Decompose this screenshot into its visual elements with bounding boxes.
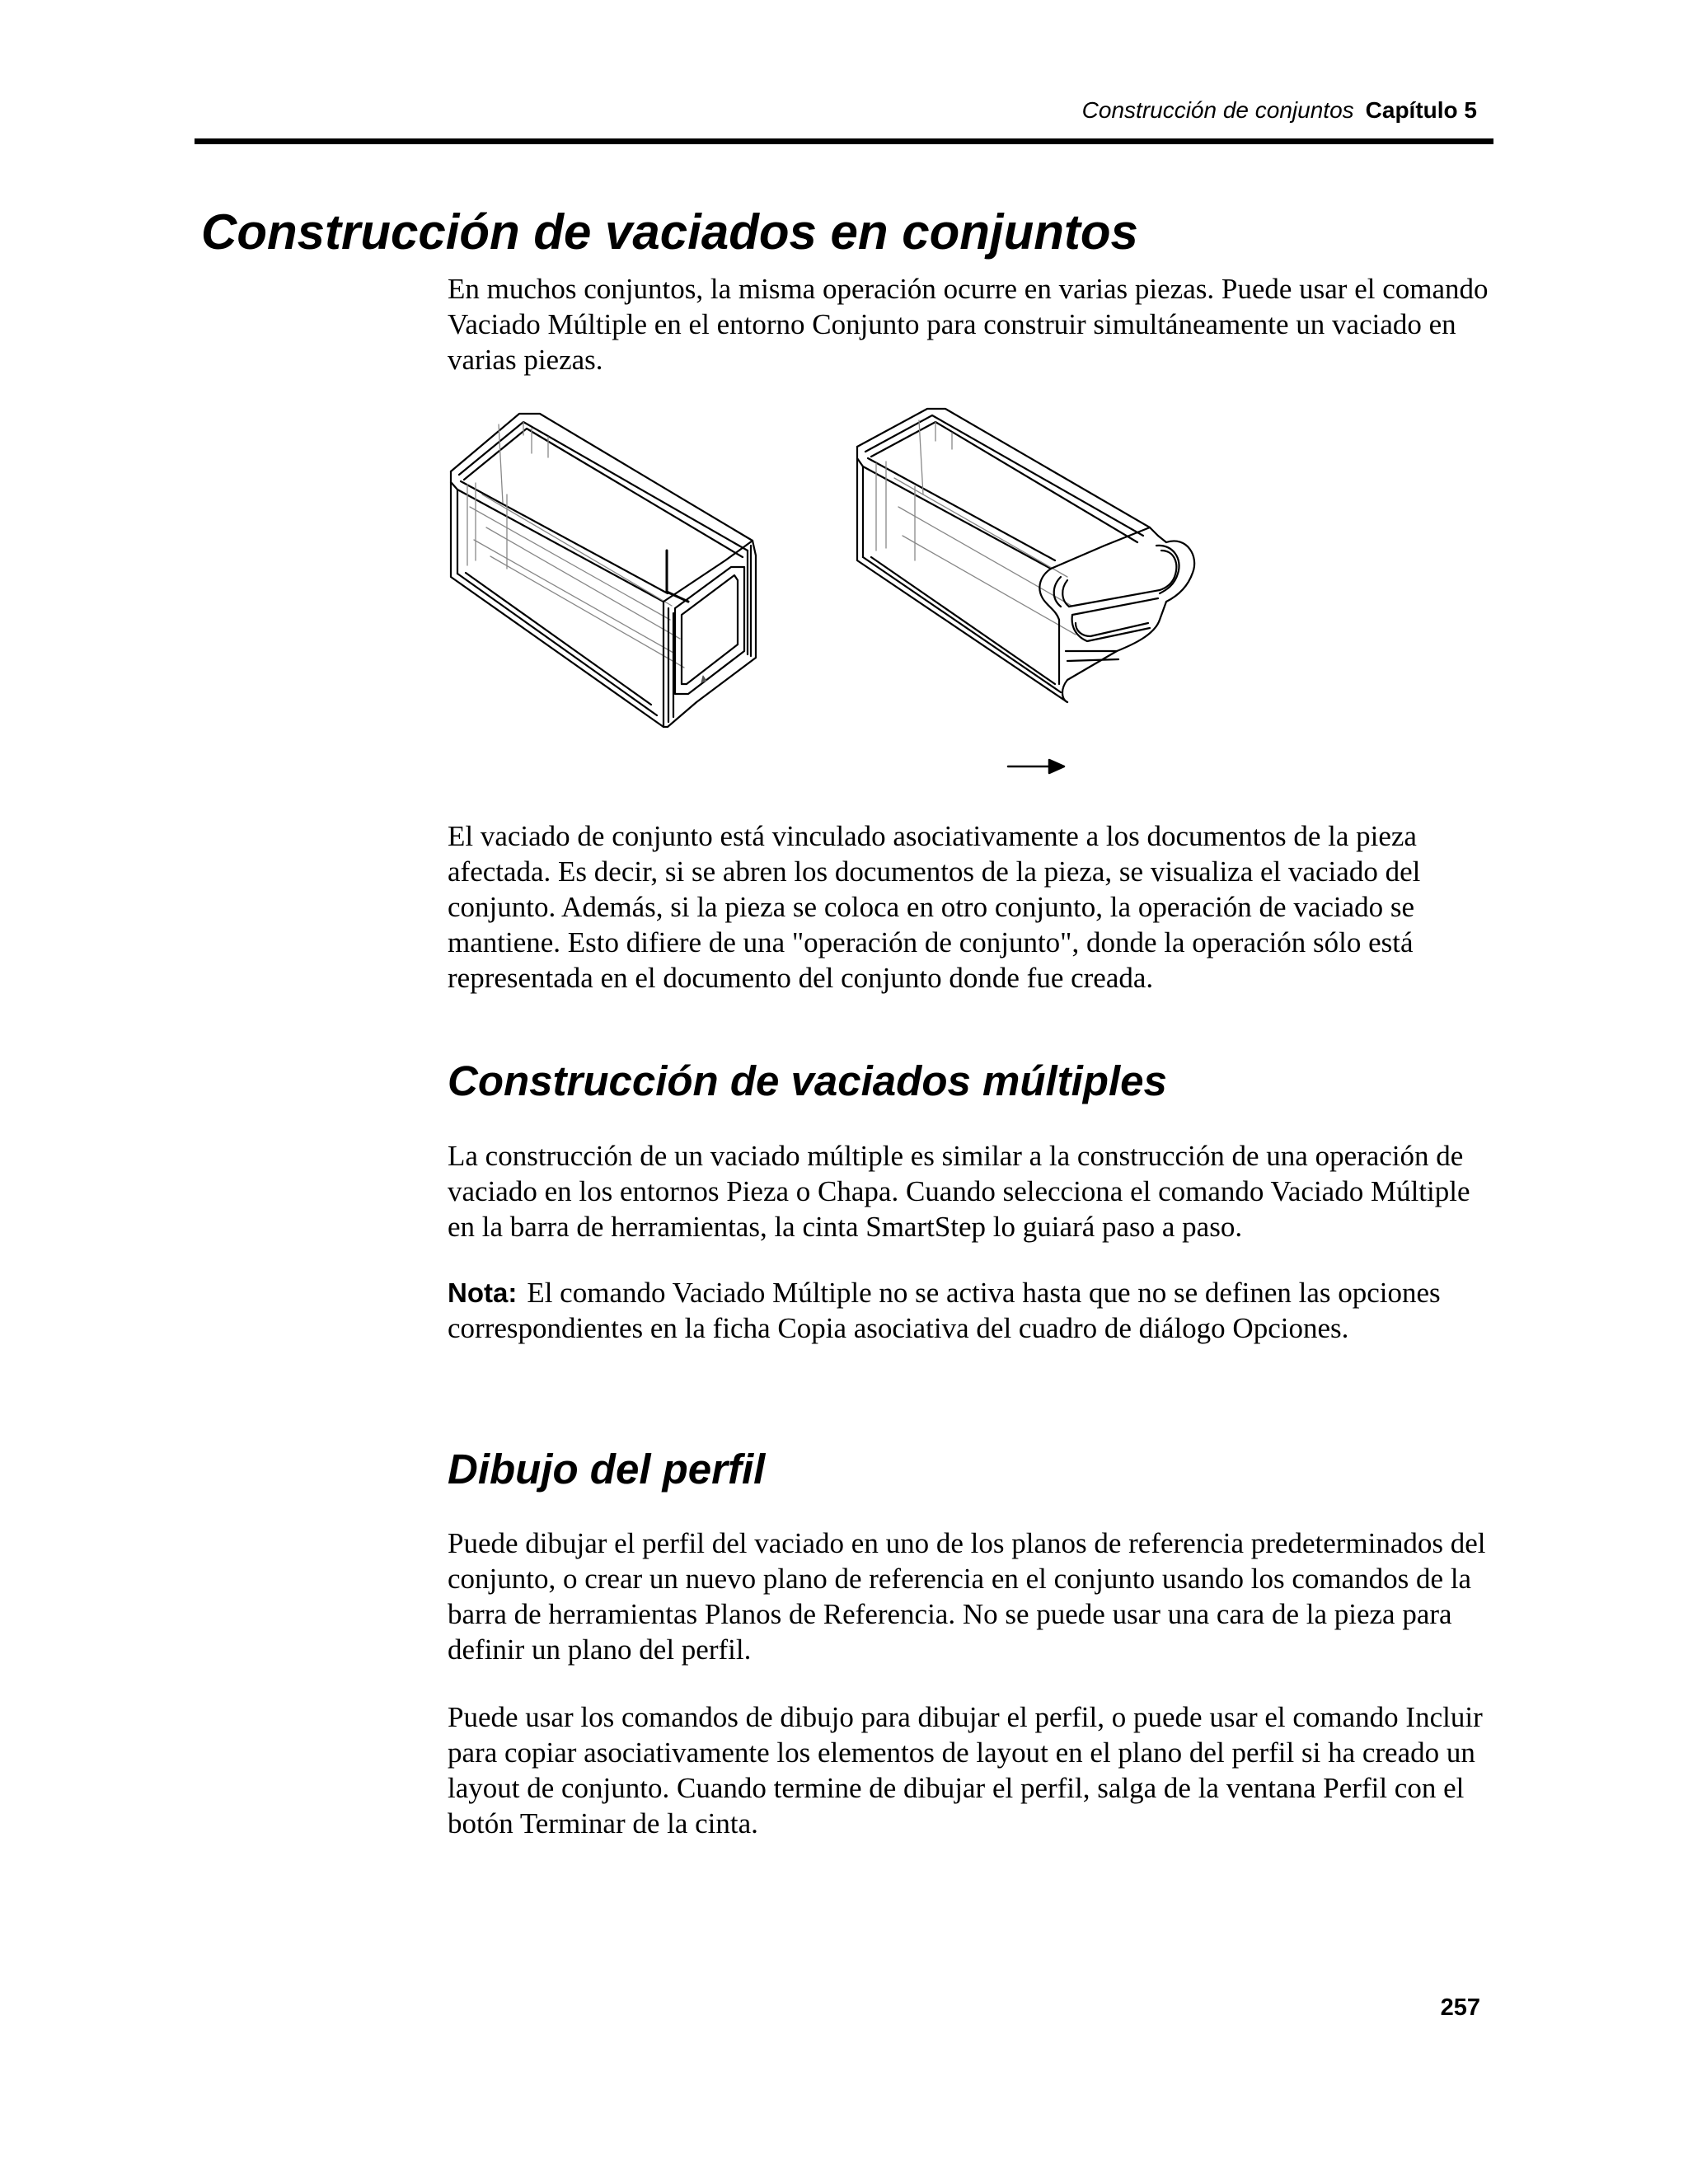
paragraph-profile-1: Puede dibujar el perfil del vaciado en uno de los planos de referencia predeterminados del conjunto, o crear un nuevo plano de referencia en el conjunto usando los comandos de la barra de herramientas Planos de Referencia. No se puede usar una cara de la pieza para definir un plano del perfil. — [448, 1527, 1486, 1666]
left-part — [451, 414, 756, 727]
paragraph-associative: El vaciado de conjunto está vinculado asociativamente a los documentos de la pieza afectada. Es decir, si se abren los documentos de la pieza, se visualiza el vaciado del conjunto. Además, si la pieza se coloca en otro conjunto, la operación de vaciado se mantiene. Esto difiere de una "operación de conjunto", donde la operación sólo está representada en el documento del conjunto donde fue creada. — [448, 820, 1421, 994]
right-part — [857, 409, 1194, 702]
note-paragraph — [448, 1275, 1494, 1346]
section-heading-profile: Dibujo del perfil — [448, 1446, 766, 1493]
assembly-shell-illustration — [441, 404, 1327, 808]
note-label: Nota: — [448, 1277, 518, 1308]
paragraph-profile-2: Puede usar los comandos de dibujo para dibujar el perfil, o puede usar el comando Incluir para copiar asociativamente los elementos de layout en el plano del perfil si ha creado un layout de conjunto. Cuando termine de dibujar el perfil, salga de la ventana Perfil con el botón Terminar de la cinta. — [448, 1701, 1483, 1840]
header-section-title: Construcción de conjuntos — [1081, 97, 1354, 123]
running-header — [1082, 97, 1477, 124]
arrow-icon — [1008, 760, 1064, 773]
page-number: 257 — [1440, 1994, 1480, 2021]
header-chapter: Capítulo 5 — [1365, 97, 1477, 123]
header-rule — [195, 138, 1493, 144]
intro-paragraph: En muchos conjuntos, la misma operación ocurre en varias piezas. Puede usar el comando Vaciado Múltiple en el entorno Conjunto para construir simultáneamente un vaciado en varias piezas. — [448, 273, 1489, 376]
note-text: El comando Vaciado Múltiple no se activa hasta que no se definen las opciones correspondientes en la ficha Copia asociativa del cuadro de diálogo Opciones. — [448, 1277, 1441, 1344]
page-title: Construcción de vaciados en conjuntos — [201, 204, 1138, 260]
paragraph-multiple-shell: La construcción de un vaciado múltiple es similar a la construcción de una operación de vaciado en los entornos Pieza o Chapa. Cuando selecciona el comando Vaciado Múltiple en la barra de herramientas, la cinta SmartStep lo guiará paso a paso. — [448, 1140, 1470, 1243]
section-heading-multiple-shell: Construcción de vaciados múltiples — [448, 1057, 1167, 1104]
